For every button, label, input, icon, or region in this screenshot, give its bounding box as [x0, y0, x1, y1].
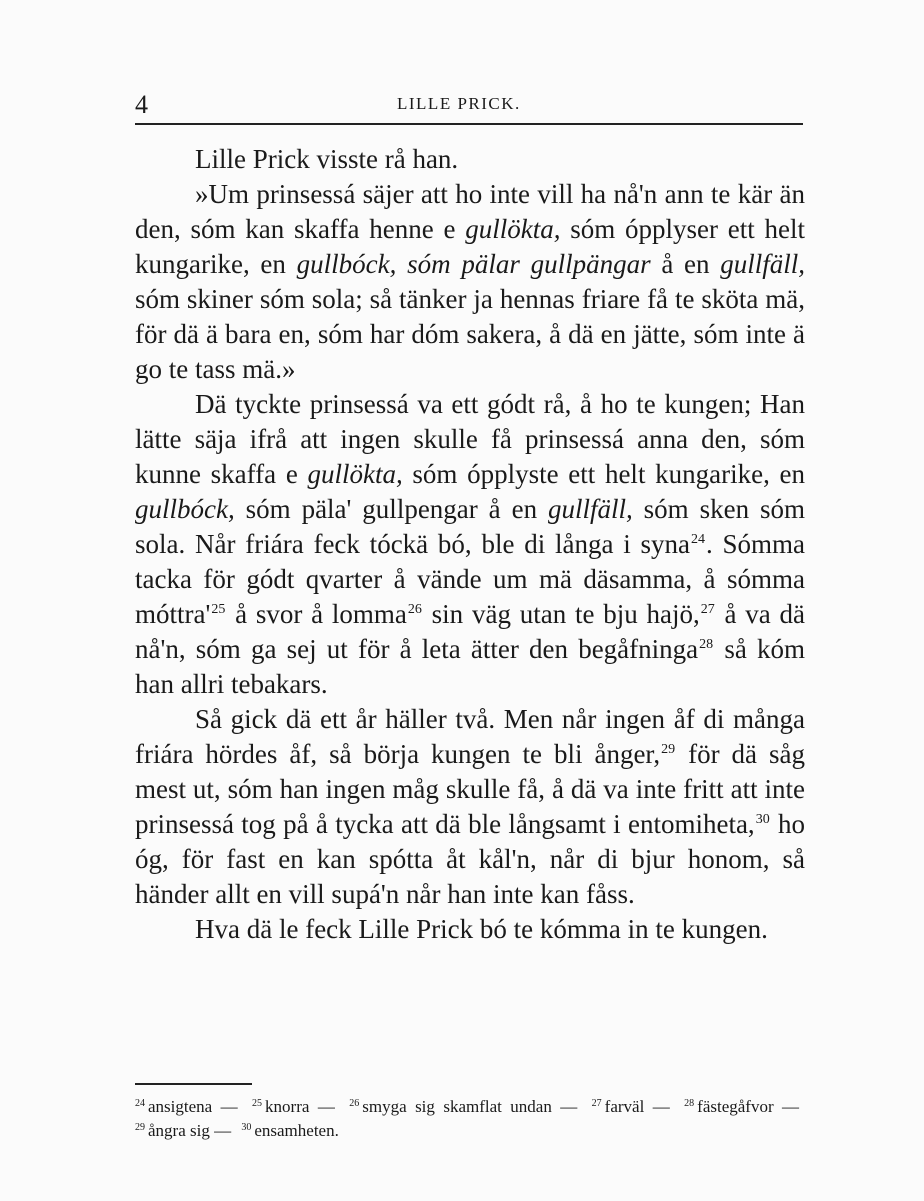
footnote-marker: 26 — [407, 602, 422, 617]
text-span: för dä såg mest ut, sóm han ingen måg skulle få, å dä va inte fritt att inte prinsessá tog på å tycka att dä ble långsamt i entomiheta, — [135, 739, 806, 839]
footnote-number: 26 — [349, 1098, 360, 1109]
footnote-24 — [135, 1097, 238, 1116]
footnote-text: ansigtena — — [148, 1097, 238, 1116]
page-header — [135, 90, 803, 118]
footnote-27 — [592, 1097, 670, 1116]
footnote-text: fästegåfvor — — [697, 1097, 800, 1116]
footnote-marker: 24 — [690, 532, 705, 547]
text-span: Så gick dä ett år häller två. Men når ingen åf di många friára hördes åf, så börja kungen te bli ånger, — [135, 704, 805, 769]
footnote-text: ensamheten. — [254, 1121, 339, 1140]
text-span: ho óg, för fast en kan spótta åt kål'n, når di bjur honom, så händer allt en vill supá'n når han inte kan fåss. — [135, 809, 805, 909]
running-title: LILLE PRICK. — [397, 94, 521, 113]
paragraph-4 — [135, 702, 805, 912]
footnote-29 — [135, 1121, 231, 1140]
main-text — [135, 142, 805, 947]
italic-term: gullökta, — [465, 214, 561, 244]
text-span: »Um prinsessá säjer att ho inte vill ha nå'n ann te kär än den, sóm kan skaffa henne e — [135, 179, 805, 244]
text-span: sin väg utan te bju hajö, — [422, 599, 700, 629]
footnote-marker: 27 — [700, 602, 715, 617]
footnote-marker: 29 — [661, 742, 676, 757]
footnote-26 — [349, 1097, 577, 1116]
text-span: Dä tyckte prinsessá va ett gódt rå, å ho te kungen; Han lätte säja ifrå att ingen skulle få prinsessá anna den, sóm kunne skaffa e — [135, 389, 805, 489]
footnote-text: farväl — — [604, 1097, 670, 1116]
paragraph-5: Hva dä le feck Lille Prick bó te kómma in te kungen. — [195, 914, 768, 944]
text-span: å va dä nå'n, sóm ga sej ut för å leta ätter den begåfninga — [135, 599, 805, 664]
text-span: å en — [650, 249, 721, 279]
footnote-number: 30 — [241, 1122, 252, 1133]
footnote-marker: 30 — [755, 812, 770, 827]
header-rule — [135, 123, 803, 125]
footnote-number: 28 — [684, 1098, 695, 1109]
text-span: . Sómma tacka för gódt qvarter å vände um mä däsamma, å sómma móttra' — [135, 529, 805, 629]
footnotes — [135, 1095, 805, 1143]
footnote-number: 27 — [591, 1098, 602, 1109]
footnote-30 — [241, 1121, 339, 1140]
italic-term: gullbóck, sóm pälar gullpängar — [296, 249, 651, 279]
footnote-text: knorra — — [265, 1097, 335, 1116]
paragraph-3 — [135, 387, 805, 702]
footnote-number: 25 — [252, 1098, 263, 1109]
page-number: 4 — [135, 90, 148, 119]
text-span: sóm ópplyser ett helt kungarike, en — [135, 214, 806, 279]
text-span: så kóm han allri tebakars. — [135, 634, 805, 699]
footnote-28 — [684, 1097, 799, 1116]
footnote-rule — [135, 1083, 252, 1085]
text-span: sóm ópplyste ett helt kungarike, en — [402, 459, 805, 489]
italic-term: gullökta, — [307, 459, 403, 489]
text-span: sóm sken sóm sola. Når friára feck tóckä bó, ble di långa i syna — [135, 494, 805, 559]
footnote-number: 24 — [135, 1098, 145, 1109]
footnote-marker: 25 — [211, 602, 226, 617]
italic-term: gullbóck, — [135, 494, 235, 524]
paragraph-2 — [135, 177, 805, 387]
italic-term: gullfäll, — [547, 494, 633, 524]
footnote-text: smyga sig skamflat undan — — [362, 1097, 578, 1116]
footnote-number: 29 — [135, 1122, 145, 1133]
text-span: å svor å lomma — [226, 599, 407, 629]
text-span: sóm päla' gullpengar å en — [234, 494, 548, 524]
footnote-marker: 28 — [699, 637, 714, 652]
paragraph-1: Lille Prick visste rå han. — [195, 144, 459, 174]
italic-term: gullfäll, — [720, 249, 806, 279]
text-span: sóm skiner sóm sola; så tänker ja hennas friare få te sköta mä, för dä ä bara en, sóm har dóm sakera, å dä en jätte, sóm inte ä go te tass mä.» — [135, 284, 805, 384]
footnote-25 — [252, 1097, 335, 1116]
footnote-text: ångra sig — — [148, 1121, 232, 1140]
